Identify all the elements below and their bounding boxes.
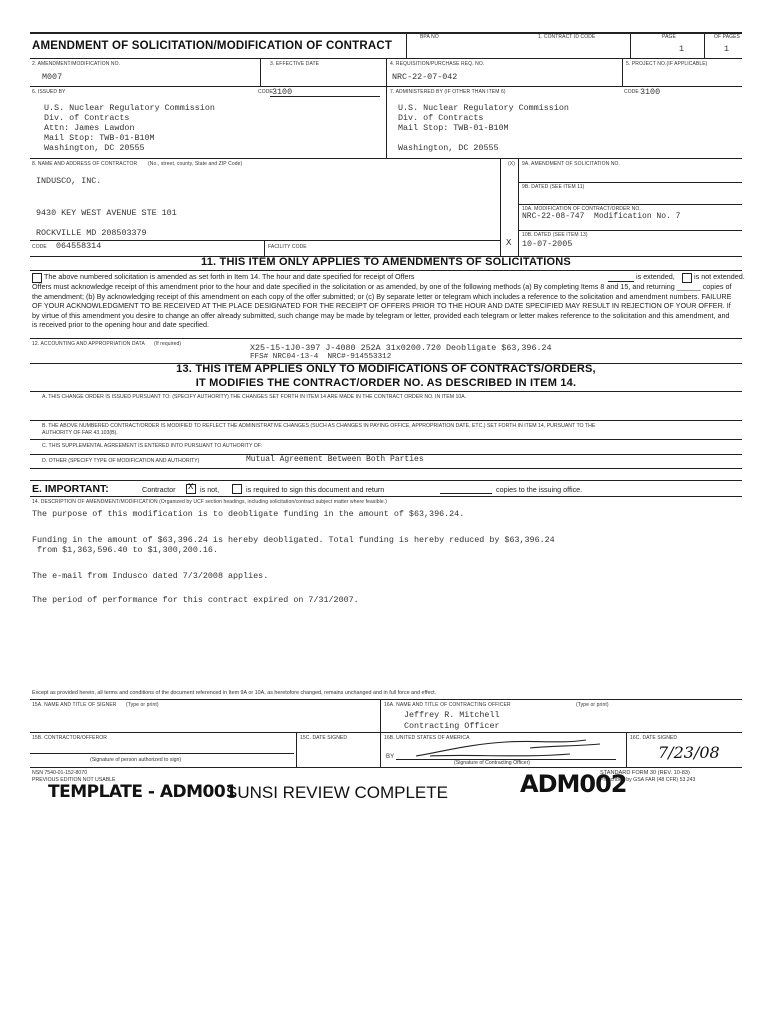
item-14-footer: Except as provided herein, all terms and conditions of the document referenced in Item 9A or 10A, as heretofore changed, remains unchanged and in full force and effect. bbox=[32, 690, 437, 696]
form-title: AMENDMENT OF SOLICITATION/MODIFICATION OF CONTRACT bbox=[32, 40, 393, 52]
item-14-line-1: The purpose of this modification is to deobligate funding in the amount of $63,396.24. bbox=[32, 509, 465, 519]
dated-9b-label: 9B. DATED (SEE ITEM 11) bbox=[522, 184, 585, 190]
admin-line-2: Div. of Contracts bbox=[398, 113, 484, 123]
contractor-line-6: ROCKVILLE MD 208503379 bbox=[36, 228, 147, 238]
item-13-title-2: IT MODIFIES THE CONTRACT/ORDER NO. AS DESCRIBED IN ITEM 14. bbox=[195, 377, 577, 389]
project-label: 5. PROJECT NO.(IF APPLICABLE) bbox=[626, 61, 708, 67]
item-14-line-6: The e-mail from Indusco dated 7/3/2008 applies. bbox=[32, 571, 269, 581]
amendment-no-label: 2. AMENDMENT/MODIFICATION NO. bbox=[32, 61, 121, 67]
amendment-solicitation-label: 9A. AMENDMENT OF SOLICITATION NO. bbox=[522, 161, 621, 167]
item-12-line-2: FFS# NRC04-13-4 NRC#-914553312 bbox=[250, 353, 392, 361]
important-contractor: Contractor bbox=[142, 485, 176, 494]
date-15c-label: 15C. DATE SIGNED bbox=[300, 735, 348, 741]
of-pages-label: OF PAGES bbox=[714, 34, 740, 40]
item-13-a: A. THIS CHANGE ORDER IS ISSUED PURSUANT TO: (SPECIFY AUTHORITY) THE CHANGES SET FORTH IN ITEM 14 ARE MADE IN THE CONTRACT ORDER NO. IN ITEM 10A. bbox=[42, 394, 467, 400]
item-13-b: B. THE ABOVE NUMBERED CONTRACT/ORDER IS MODIFIED TO REFLECT THE ADMINISTRATIVE CHANGES (SUCH AS CHANGES IN PAYING OFFICE, APPROPRIATION DATE, ETC.) SET FORTH IN ITEM 14, PURSUANT TO THE AUTHORITY OF FAR 43.103(B). bbox=[42, 423, 596, 436]
important-rest: is required to sign this document and return bbox=[246, 485, 385, 494]
issued-line-1: U.S. Nuclear Regulatory Commission bbox=[44, 103, 215, 113]
prescribed-label: Prescribed by GSA FAR (48 CFR) 53.243 bbox=[600, 777, 696, 783]
item-11-not-extended: is not extended. bbox=[694, 272, 745, 281]
sunsi-stamp: SUNSI REVIEW COMPLETE bbox=[226, 783, 448, 802]
contractor-15b-label: 15B. CONTRACTOR/OFFEROR bbox=[32, 735, 107, 741]
modification-10a-label: 10A. MODIFICATION OF CONTRACT/ORDER NO. bbox=[522, 206, 641, 212]
item-14-line-4: from $1,363,596.40 to $1,300,200.16. bbox=[32, 545, 218, 555]
adm-stamp: ADM002 bbox=[520, 770, 627, 798]
item-13-d-value: Mutual Agreement Between Both Parties bbox=[246, 455, 424, 464]
date-signed-value: 7/23/08 bbox=[658, 743, 720, 762]
officer-16b-sub: (Signature of Contracting Officer) bbox=[454, 760, 531, 766]
admin-line-3: Mail Stop: TWB-01-B10M bbox=[398, 123, 509, 133]
page-label: PAGE bbox=[662, 34, 676, 40]
item-12-label-sub: (If required) bbox=[154, 341, 182, 347]
dated-10b-value: 10-07-2005 bbox=[522, 239, 573, 249]
admin-line-5: Washington, DC 20555 bbox=[398, 143, 499, 153]
contractor-line-1: INDUSCO, INC. bbox=[36, 176, 102, 186]
template-stamp: TEMPLATE - ADM001 bbox=[48, 782, 237, 802]
date-16c-label: 16C. DATE SIGNED bbox=[630, 735, 678, 741]
contractor-line-4: 9430 KEY WEST AVENUE STE 101 bbox=[36, 208, 177, 218]
contractor-label-sub: (No., street, county, State and ZIP Code) bbox=[148, 161, 243, 167]
requisition-value: NRC-22-07-042 bbox=[392, 72, 458, 82]
item-14-line-8: The period of performance for this contract expired on 7/31/2007. bbox=[32, 595, 359, 605]
item-11-extended: is extended, bbox=[636, 272, 675, 281]
x-column-label: (X) bbox=[508, 161, 515, 167]
effective-date-label: 3. EFFECTIVE DATE bbox=[270, 61, 320, 67]
by-label: BY bbox=[386, 754, 395, 760]
amendment-no-value: M007 bbox=[42, 72, 63, 82]
contractor-label: 8. NAME AND ADDRESS OF CONTRACTOR bbox=[32, 161, 138, 167]
signer-15a-sub: (Type or print) bbox=[126, 702, 159, 708]
item-11-title: 11. THIS ITEM ONLY APPLIES TO AMENDMENTS OF SOLICITATIONS bbox=[201, 256, 571, 268]
item-11-line-1: The above numbered solicitation is amended as set forth in Item 14. The hour and date specified for receipt of Offers bbox=[44, 272, 415, 281]
prev-edition-label: PREVIOUS EDITION NOT USABLE bbox=[32, 777, 116, 783]
item-12-label: 12. ACCOUNTING AND APPROPRIATION DATA bbox=[32, 341, 145, 347]
important-copies: copies to the issuing office. bbox=[496, 485, 583, 494]
nsn-label: NSN 7540-01-152-8070 bbox=[32, 770, 88, 776]
bpa-label: BPA NO bbox=[420, 34, 439, 40]
of-pages-value: 1 bbox=[724, 44, 730, 54]
amendment-form bbox=[30, 32, 745, 952]
item-13-c: C. THIS SUPPLEMENTAL AGREEMENT IS ENTERED INTO PURSUANT TO AUTHORITY OF: bbox=[42, 443, 263, 449]
contractor-15b-sub: (Signature of person authorized to sign) bbox=[90, 757, 182, 763]
is-not-x-mark: X bbox=[188, 482, 194, 491]
officer-name: Jeffrey R. Mitchell bbox=[404, 710, 500, 720]
item-11-paragraph: Offers must acknowledge receipt of this amendment prior to the hour and date specified in the solicitation or as amended, by one of the following methods (a) By completing Items 8 and 15, and returning ______ copies of the amendment; (b) By acknowledging receipt of this amendment on each copy of the offer submitted; or (c) By separate letter or telegram which includes a reference to the solicitation and amendment numbers. FAILURE OF YOUR ACKNOWLEDGMENT TO BE RECEIVED AT THE PLACE DESIGNATED FOR THE RECEIPT OF OFFERS PRIOR TO THE HOUR AND DATE SPECIFIED MAY RESULT IN REJECTION OF YOUR OFFER. If by virtue of this amendment you desire to change an offer already submitted, such change may be made by telegram or letter, provided each telegram or letter makes reference to the solicitation and this amendment, and is received prior to the opening hour and date specified. bbox=[32, 282, 732, 330]
officer-16a-sub: (Type or print) bbox=[576, 702, 609, 708]
officer-signature bbox=[410, 734, 610, 762]
is-required-checkbox[interactable] bbox=[232, 484, 242, 494]
item-14-line-3: Funding in the amount of $63,396.24 is hereby deobligated. Total funding is hereby reduced by $63,396.24 bbox=[32, 535, 555, 545]
issued-by-label: 6. ISSUED BY bbox=[32, 89, 66, 95]
item-12-line-1: X25-15-1J0-397 J-4080 252A 31x0200.720 Deobligate $63,396.24 bbox=[250, 343, 552, 353]
item-13-title-1: 13. THIS ITEM APPLIES ONLY TO MODIFICATIONS OF CONTRACTS/ORDERS, bbox=[176, 363, 596, 375]
dated-10b-label: 10B. DATED (SEE ITEM 13) bbox=[522, 232, 588, 238]
contract-id-label: 1. CONTRACT ID CODE bbox=[538, 34, 596, 40]
administered-by-label: 7. ADMINISTERED BY (IF OTHER THAN ITEM 6) bbox=[390, 89, 506, 95]
page-value: 1 bbox=[679, 44, 685, 54]
facility-code-label: FACILITY CODE bbox=[268, 244, 307, 250]
issued-line-2: Div. of Contracts bbox=[44, 113, 130, 123]
contractor-code-value: 064558314 bbox=[56, 241, 102, 251]
modification-10a-value: NRC-22-08-747 Modification No. 7 bbox=[522, 212, 681, 221]
issued-code-label: CODE bbox=[258, 89, 273, 95]
requisition-label: 4. REQUISITION/PURCHASE REQ. NO. bbox=[390, 61, 485, 67]
officer-16a-label: 16A. NAME AND TITLE OF CONTRACTING OFFICER bbox=[384, 702, 511, 708]
usa-16b-label: 16B. UNITED STATES OF AMERICA bbox=[384, 735, 470, 741]
important-is-not: is not, bbox=[200, 485, 220, 494]
issued-line-3: Attn: James Lawdon bbox=[44, 123, 135, 133]
admin-code-label: CODE bbox=[624, 89, 639, 95]
std-form-label: STANDARD FORM 30 (REV. 10-83) bbox=[600, 770, 690, 776]
signer-15a-label: 15A. NAME AND TITLE OF SIGNER bbox=[32, 702, 117, 708]
contractor-code-label: CODE bbox=[32, 244, 47, 250]
issued-line-4: Mail Stop: TWB-01-B10M bbox=[44, 133, 155, 143]
item-13-d: D. OTHER (SPECIFY TYPE OF MODIFICATION AND AUTHORITY) bbox=[42, 458, 200, 464]
officer-title: Contracting Officer bbox=[404, 721, 500, 731]
issued-line-5: Washington, DC 20555 bbox=[44, 143, 145, 153]
important-label: E. IMPORTANT: bbox=[32, 483, 109, 495]
admin-code-value: 3100 bbox=[640, 87, 661, 97]
admin-line-1: U.S. Nuclear Regulatory Commission bbox=[398, 103, 569, 113]
x-mark-10: X bbox=[506, 238, 512, 247]
item-14-label: 14. DESCRIPTION OF AMENDMENT/MODIFICATION (Organized by UCF section headings, including solicitation/contract subject matter where feasible.) bbox=[32, 499, 387, 505]
issued-code-value: 3100 bbox=[272, 87, 293, 97]
